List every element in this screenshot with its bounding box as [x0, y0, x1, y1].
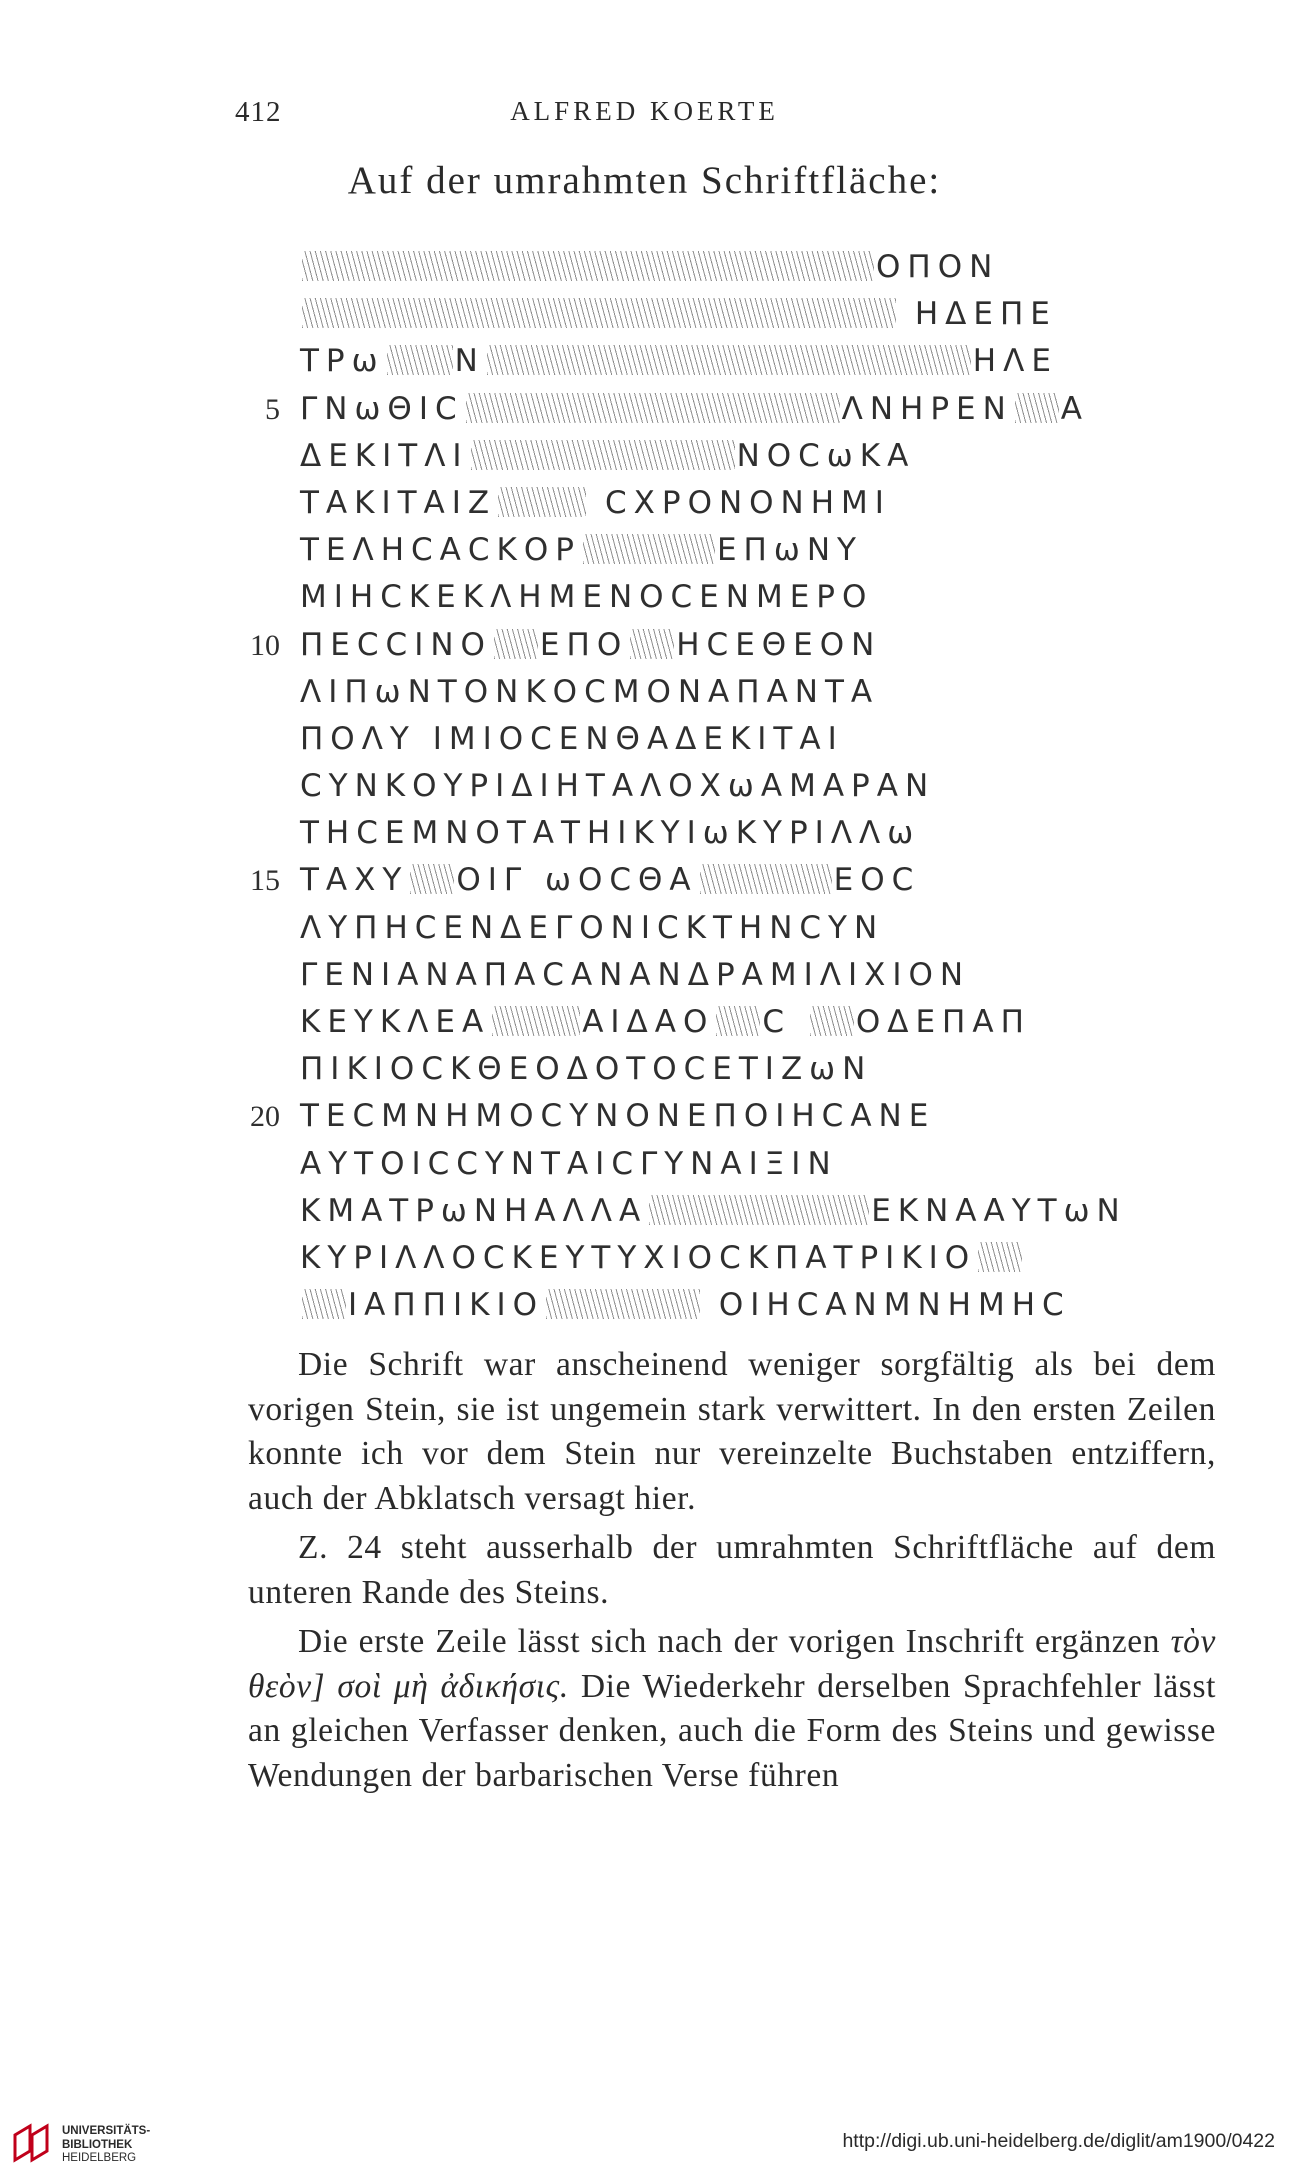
inscription-text: ΛΙΠωΝΤΟΝΚΟCΜΟΝΑΠΑΝΤΑ	[300, 673, 880, 710]
lacuna-hatch	[583, 534, 715, 564]
lacuna-hatch	[630, 629, 674, 659]
inscription-line	[300, 716, 1200, 763]
inscription-text: ΗCΕΘΕΟΝ	[676, 626, 882, 663]
inscription-line	[300, 763, 1200, 810]
inscription-text: ΕΚΝΑΑΥΤωΝ	[871, 1192, 1127, 1229]
inscription-text: ΤΕCΜΝΗΜΟCΥΝΟΝΕΠΟΙΗCΑΝΕ	[300, 1098, 936, 1135]
inscription-text: ΓΕΝΙΑΝΑΠΑCΑΝΑΝΔΡΑΜΙΛΙΧΙΟΝ	[300, 956, 971, 993]
lacuna-hatch	[546, 1289, 700, 1319]
inscription-text: ΟΠΟΝ	[876, 249, 1000, 285]
inscription-text: CΧΡΟΝΟΝΗΜΙ	[588, 484, 891, 521]
lacuna-hatch	[1015, 393, 1059, 423]
inscription-text: ΗΛΕ	[972, 343, 1058, 380]
source-url-link[interactable]: http://digi.ub.uni-heidelberg.de/diglit/am1900/0422	[842, 2130, 1275, 2152]
inscription-line	[250, 622, 1200, 669]
inscription-line	[300, 1282, 1200, 1329]
inscription-text: ΠΙΚΙΟCΚΘΕΟΔΟΤΟCΕΤΙΖωΝ	[300, 1051, 873, 1088]
lacuna-hatch	[716, 1006, 760, 1036]
inscription-line	[250, 1093, 1200, 1140]
inscription-line	[300, 433, 1200, 480]
inscription-text: ΟΙΗCΑΝΜΝΗΜΗC	[701, 1287, 1071, 1324]
inscription-text: ΓΝωΘΙC	[300, 390, 464, 427]
greek-quote: τὸν θεὸν] σοὶ μὴ ἀδικήσις.	[248, 1623, 1216, 1705]
inscription-text: ΕΠωΝΥ	[716, 532, 863, 569]
inscription-text: ΤΕΛΗCΑCΚΟΡ	[300, 532, 581, 569]
paragraph-text: Die Wiederkehr derselben Sprachfehler lässt an gleichen Verfasser denken, auch die Form des Steins und gewisse Wendungen der barbarischen Verse führen	[248, 1667, 1216, 1794]
inscription-text: ΟΙΓ ωΟCΘΑ	[456, 862, 698, 899]
lacuna-hatch	[302, 251, 874, 281]
inscription-line	[300, 1188, 1200, 1235]
lacuna-hatch	[492, 1006, 580, 1036]
inscription-line	[300, 527, 1200, 574]
inscription-text: Ν	[454, 343, 485, 380]
paragraph: Die Schrift war anscheinend weniger sorgfältig als bei dem vorigen Stein, sie ist ungemein stark verwittert. In den ersten Zeilen konnte ich vor dem Stein nur vereinzelte Buchstaben entziffern, auch der Abklatsch versagt hier.	[248, 1346, 1216, 1517]
page-number: 412	[235, 96, 282, 128]
inscription-line	[300, 952, 1200, 999]
lacuna-hatch	[700, 864, 832, 894]
inscription-line	[300, 905, 1200, 952]
inscription-text: ΙΑΠΠΙΚΙΟ	[348, 1287, 544, 1324]
inscription-text: ΠΕCCΙΝΟ	[300, 626, 492, 663]
lacuna-hatch	[302, 298, 896, 328]
inscription-text: CΥΝΚΟΥΡΙΔΙΗΤΑΛΟΧωΑΜΑΡΑΝ	[300, 768, 936, 805]
inscription-text: ΕΠΟ	[539, 626, 629, 663]
lacuna-hatch	[387, 345, 453, 375]
inscription-text: ΚΜΑΤΡωΝΗΑΛΛΑ	[300, 1192, 648, 1229]
inscription-line	[250, 857, 1200, 904]
inscription-text: ΚΥΡΙΛΛΟCΚΕΥΤΥΧΙΟCΚΠΑΤΡΙΚΙΟ	[300, 1239, 977, 1276]
lacuna-hatch	[487, 345, 971, 375]
inscription-text: ΟΔΕΠΑΠ	[855, 1004, 1031, 1040]
line-number: 5	[265, 392, 280, 426]
lacuna-hatch	[410, 864, 454, 894]
lacuna-hatch	[466, 393, 840, 423]
inscription-line	[300, 669, 1200, 716]
library-name-line: UNIVERSITÄTS-	[62, 2125, 151, 2137]
lacuna-hatch	[978, 1242, 1022, 1272]
inscription-line	[300, 244, 1200, 291]
line-number: 20	[250, 1100, 280, 1134]
lacuna-hatch	[471, 440, 735, 470]
inscription-block	[250, 244, 1200, 1329]
library-name-line: HEIDELBERG	[62, 2152, 137, 2164]
inscription-text: ΕΟC	[833, 862, 921, 899]
library-name-line: BIBLIOTHEK	[62, 2138, 133, 2151]
inscription-line	[265, 386, 1200, 433]
paragraph: Z. 24 steht ausserhalb der umrahmten Schriftfläche auf dem unteren Rande des Steins.	[248, 1529, 1216, 1611]
inscription-text: C	[762, 1004, 808, 1040]
section-heading: Auf der umrahmten Schriftfläche:	[347, 159, 942, 202]
inscription-text: ΛΝΗΡΕΝ	[841, 390, 1013, 427]
line-number: 10	[250, 628, 280, 662]
inscription-text: ΗΔΕΠΕ	[898, 296, 1057, 333]
inscription-text: Α	[1060, 390, 1090, 427]
inscription-line	[300, 291, 1200, 338]
library-logo-icon	[12, 2123, 52, 2163]
inscription-line	[300, 574, 1200, 621]
inscription-line	[300, 1046, 1200, 1093]
running-head: ALFRED KOERTE	[510, 96, 779, 126]
library-name	[62, 2125, 150, 2166]
inscription-text: ΜΙΗCΚΕΚΛΗΜΕΝΟCΕΝΜΕΡΟ	[300, 579, 874, 616]
inscription-text: ΛΥΠΗCΕΝΔΕΓΟΝΙCΚΤΗΝCΥΝ	[300, 909, 885, 946]
inscription-text: ΠΟΛΥ ΙΜΙΟCΕΝΘΑΔΕΚΙΤΑΙ	[300, 720, 844, 757]
inscription-line	[300, 1235, 1200, 1282]
lacuna-hatch	[302, 1289, 346, 1319]
lacuna-hatch	[498, 487, 586, 517]
lacuna-hatch	[810, 1006, 854, 1036]
lacuna-hatch	[494, 629, 538, 659]
lacuna-hatch	[649, 1195, 869, 1225]
inscription-line	[300, 999, 1200, 1046]
inscription-text: ΝΟCωΚΑ	[736, 437, 916, 474]
inscription-text: ΤΗCΕΜΝΟΤΑΤΗΙΚΥΙωΚΥΡΙΛΛω	[300, 815, 921, 852]
inscription-line	[300, 810, 1200, 857]
inscription-text: ΚΕΥΚΛΕΑ	[300, 1004, 491, 1040]
inscription-text: ΤΡω	[300, 343, 385, 380]
inscription-text: ΤΑΚΙΤΑΙΖ	[300, 484, 497, 521]
inscription-line	[300, 1141, 1200, 1188]
body-text	[248, 1343, 1216, 1798]
line-number: 15	[250, 864, 280, 898]
inscription-text: ΔΕΚΙΤΛΙ	[300, 437, 469, 474]
inscription-text: ΑΙΔΑΟ	[582, 1004, 715, 1040]
inscription-text: ΑΥΤΟΙCCΥΝΤΑΙCΓΥΝΑΙΞΙΝ	[300, 1145, 838, 1182]
paragraph-text: Die erste Zeile lässt sich nach der vorigen Inschrift ergänzen	[298, 1623, 1161, 1660]
inscription-line	[300, 480, 1200, 527]
inscription-line	[300, 338, 1200, 385]
inscription-text: ΤΑΧΥ	[300, 862, 409, 899]
paragraph	[248, 1620, 1216, 1798]
